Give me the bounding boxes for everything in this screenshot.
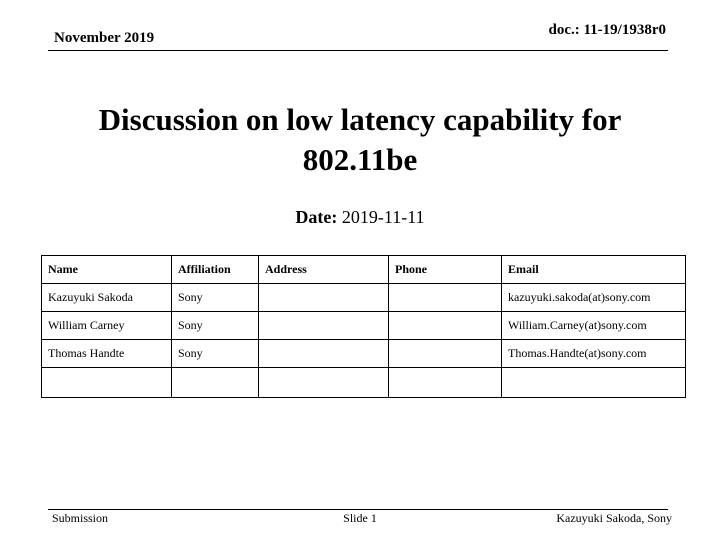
column-header-email: Email: [502, 256, 686, 284]
cell-email: kazuyuki.sakoda(at)sony.com: [502, 284, 686, 312]
cell-affiliation: Sony: [172, 284, 259, 312]
cell-email: Thomas.Handte(at)sony.com: [502, 340, 686, 368]
footer-submission: Submission: [52, 511, 109, 525]
date-line: [0, 207, 720, 228]
cell-email: William.Carney(at)sony.com: [502, 312, 686, 340]
cell-name: Thomas Handte: [42, 340, 172, 368]
cell-affiliation: [172, 368, 259, 398]
footer-divider: [48, 509, 668, 510]
date-label: Date:: [295, 207, 338, 227]
column-header-name: Name: [42, 256, 172, 284]
cell-name: [42, 368, 172, 398]
cell-address: [259, 368, 389, 398]
table-row: [42, 284, 686, 312]
column-header-address: Address: [259, 256, 389, 284]
column-header-affiliation: Affiliation: [172, 256, 259, 284]
table-row: [42, 312, 686, 340]
footer-author: Kazuyuki Sakoda, Sony: [556, 511, 672, 525]
cell-address: [259, 340, 389, 368]
cell-name: Kazuyuki Sakoda: [42, 284, 172, 312]
cell-phone: [389, 340, 502, 368]
table-header-row: [42, 256, 686, 284]
cell-name: William Carney: [42, 312, 172, 340]
cell-affiliation: Sony: [172, 340, 259, 368]
date-value: 2019-11-11: [341, 207, 425, 227]
cell-phone: [389, 312, 502, 340]
slide-title: Discussion on low latency capability for 802.11be: [98, 102, 622, 177]
cell-address: [259, 284, 389, 312]
cell-phone: [389, 284, 502, 312]
column-header-phone: Phone: [389, 256, 502, 284]
cell-phone: [389, 368, 502, 398]
table-row: [42, 340, 686, 368]
document-id: doc.: 11-19/1938r0: [548, 22, 666, 38]
footer-slide-number: Slide 1: [343, 511, 377, 525]
cell-address: [259, 312, 389, 340]
cell-email: [502, 368, 686, 398]
table-row: [42, 368, 686, 398]
header-divider: [48, 50, 668, 51]
header-date: November 2019: [54, 30, 155, 46]
authors-table: [41, 255, 686, 398]
cell-affiliation: Sony: [172, 312, 259, 340]
